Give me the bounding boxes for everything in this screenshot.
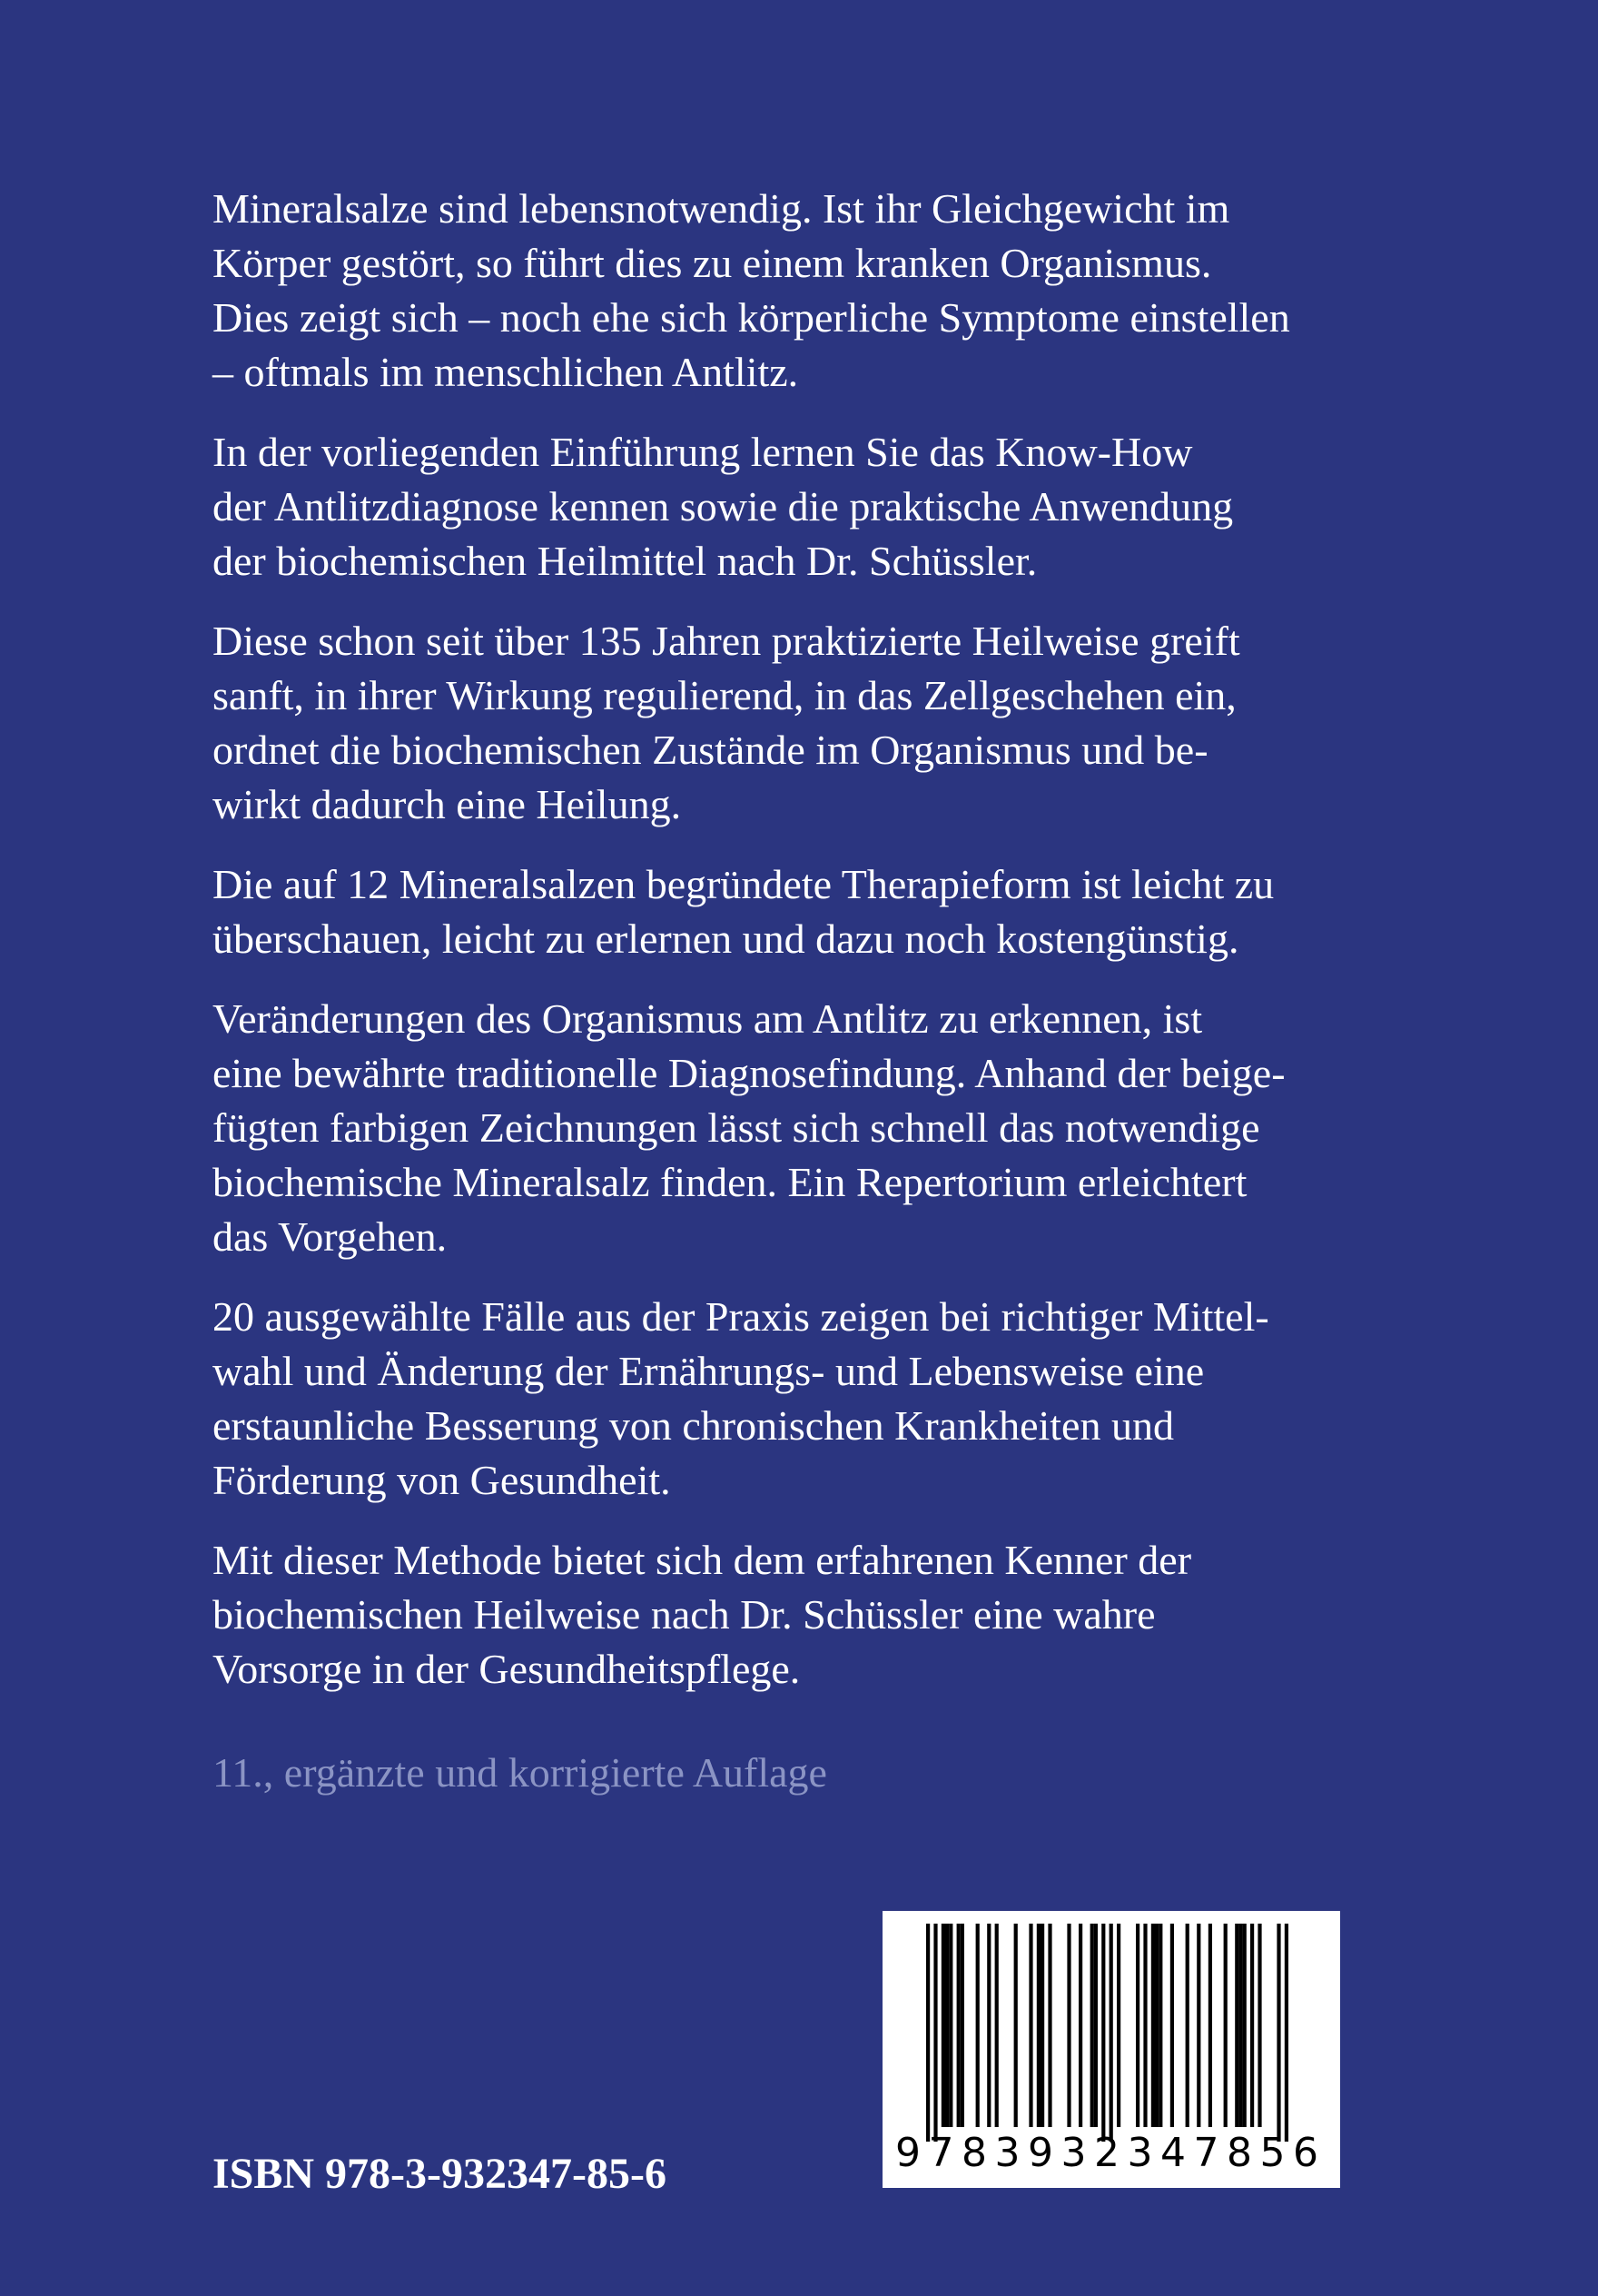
barcode-bar (1243, 1924, 1247, 2127)
blurb-line: fügten farbigen Zeichnungen lässt sich schnell das notwendige (212, 1104, 1260, 1151)
blurb-line: sanft, in ihrer Wirkung regulierend, in das Zellgeschehen ein, (212, 672, 1237, 718)
blurb-line: – oftmals im menschlichen Antlitz. (212, 349, 799, 395)
blurb-paragraph-6 (212, 1290, 1393, 1508)
barcode-bar (1110, 1924, 1113, 2142)
barcode-digit: 3 (1127, 2130, 1153, 2176)
barcode-bar (1048, 1924, 1051, 2127)
barcode-bar (1224, 1924, 1228, 2127)
blurb-line: der biochemischen Heilmittel nach Dr. Schüssler. (212, 538, 1038, 584)
barcode-bar (926, 1924, 930, 2142)
barcode-bar (987, 1924, 991, 2127)
barcode-bar (1079, 1924, 1082, 2127)
barcode-bar (1037, 1924, 1041, 2127)
barcode-bar (945, 1924, 949, 2127)
blurb-paragraph-3 (212, 614, 1393, 832)
blurb-text (212, 182, 1393, 1722)
isbn-label: ISBN 978-3-932347-85-6 (212, 2150, 666, 2198)
barcode-bar (1235, 1924, 1238, 2127)
barcode-bar (1250, 1924, 1254, 2127)
blurb-paragraph-4 (212, 857, 1393, 966)
blurb-line: Mit dieser Methode bietet sich dem erfahrenen Kenner der (212, 1537, 1192, 1583)
barcode-bar (942, 1924, 945, 2127)
blurb-line: biochemischen Heilweise nach Dr. Schüssler eine wahre (212, 1591, 1156, 1638)
barcode-bar (1208, 1924, 1212, 2127)
barcode-digit: 9 (1028, 2130, 1053, 2176)
blurb-line: erstaunliche Besserung von chronischen Krankheiten und (212, 1402, 1174, 1449)
barcode-digit: 7 (928, 2130, 954, 2176)
barcode-bar (1285, 1924, 1288, 2142)
barcode-bar (1143, 1924, 1147, 2127)
barcode-bar (1041, 1924, 1044, 2127)
barcode-bar (1186, 1924, 1189, 2127)
barcode-bar (1258, 1924, 1261, 2127)
barcode-digit: 3 (1060, 2130, 1087, 2176)
barcode-bar (957, 1924, 961, 2127)
blurb-line: ordnet die biochemischen Zustände im Organismus und be- (212, 727, 1208, 773)
barcode-bar (1117, 1924, 1120, 2127)
barcode-bar (1159, 1924, 1162, 2127)
blurb-line: eine bewährte traditionelle Diagnosefindung. Anhand der beige- (212, 1050, 1286, 1096)
barcode-bar (1090, 1924, 1094, 2127)
barcode-bar (1170, 1924, 1174, 2127)
barcode-bar (1151, 1924, 1155, 2127)
barcode-bar (995, 1924, 999, 2127)
blurb-paragraph-2 (212, 425, 1393, 589)
barcode-bar (1029, 1924, 1032, 2127)
blurb-line: Dies zeigt sich – noch ehe sich körperliche Symptome einstellen (212, 294, 1290, 341)
barcode-bar (1155, 1924, 1159, 2127)
barcode-bar (961, 1924, 964, 2127)
blurb-line: Diese schon seit über 135 Jahren praktizierte Heilweise greift (212, 618, 1240, 664)
barcode-bar (1136, 1924, 1139, 2127)
barcode-bar (933, 1924, 937, 2142)
barcode-bar (1101, 1924, 1105, 2142)
blurb-paragraph-1 (212, 182, 1393, 400)
blurb-line: Körper gestört, so führt dies zu einem kranken Organismus. (212, 240, 1212, 286)
blurb-line: Vorsorge in der Gesundheitspflege. (212, 1646, 801, 1692)
blurb-line: der Antlitzdiagnose kennen sowie die praktische Anwendung (212, 483, 1234, 529)
blurb-paragraph-5 (212, 992, 1393, 1264)
edition-note: 11., ergänzte und korrigierte Auflage (212, 1749, 827, 1796)
blurb-paragraph-7 (212, 1533, 1393, 1697)
blurb-line: Förderung von Gesundheit. (212, 1457, 671, 1503)
barcode-bar (1277, 1924, 1280, 2142)
blurb-line: Die auf 12 Mineralsalzen begründete Therapieform ist leicht zu (212, 861, 1275, 907)
blurb-line: das Vorgehen. (212, 1213, 448, 1260)
barcode-bar (1238, 1924, 1242, 2127)
barcode-bar (976, 1924, 980, 2127)
barcode-digit: 3 (994, 2130, 1021, 2176)
barcode-digit: 8 (1227, 2130, 1252, 2176)
barcode-bar (1067, 1924, 1070, 2127)
barcode-bar (1197, 1924, 1200, 2127)
barcode-digit: 2 (1094, 2130, 1120, 2176)
blurb-line: Mineralsalze sind lebensnotwendig. Ist ihr Gleichgewicht im (212, 185, 1230, 232)
blurb-line: wirkt dadurch eine Heilung. (212, 781, 682, 827)
barcode-digit: 4 (1160, 2130, 1186, 2176)
blurb-line: In der vorliegenden Einführung lernen Sie das Know-How (212, 429, 1193, 475)
blurb-line: biochemische Mineralsalz finden. Ein Repertorium erleichtert (212, 1159, 1248, 1205)
blurb-line: Veränderungen des Organismus am Antlitz zu erkennen, ist (212, 995, 1203, 1042)
barcode-digits (895, 2131, 1318, 2176)
barcode-digit: 9 (895, 2130, 921, 2176)
blurb-line: 20 ausgewählte Fälle aus der Praxis zeigen bei richtiger Mittel- (212, 1293, 1269, 1340)
barcode-digit: 7 (1193, 2130, 1219, 2176)
blurb-line: überschauen, leicht zu erlernen und dazu noch kostengünstig. (212, 915, 1239, 962)
barcode-digit: 5 (1259, 2130, 1286, 2176)
barcode-bar (1094, 1924, 1098, 2127)
barcode-bar (1014, 1924, 1018, 2127)
blurb-line: wahl und Änderung der Ernährungs- und Lebensweise eine (212, 1348, 1205, 1394)
barcode-digit: 6 (1293, 2130, 1318, 2176)
barcode-bar (949, 1924, 952, 2127)
barcode-digit: 8 (962, 2130, 987, 2176)
isbn-barcode (883, 1911, 1340, 2188)
